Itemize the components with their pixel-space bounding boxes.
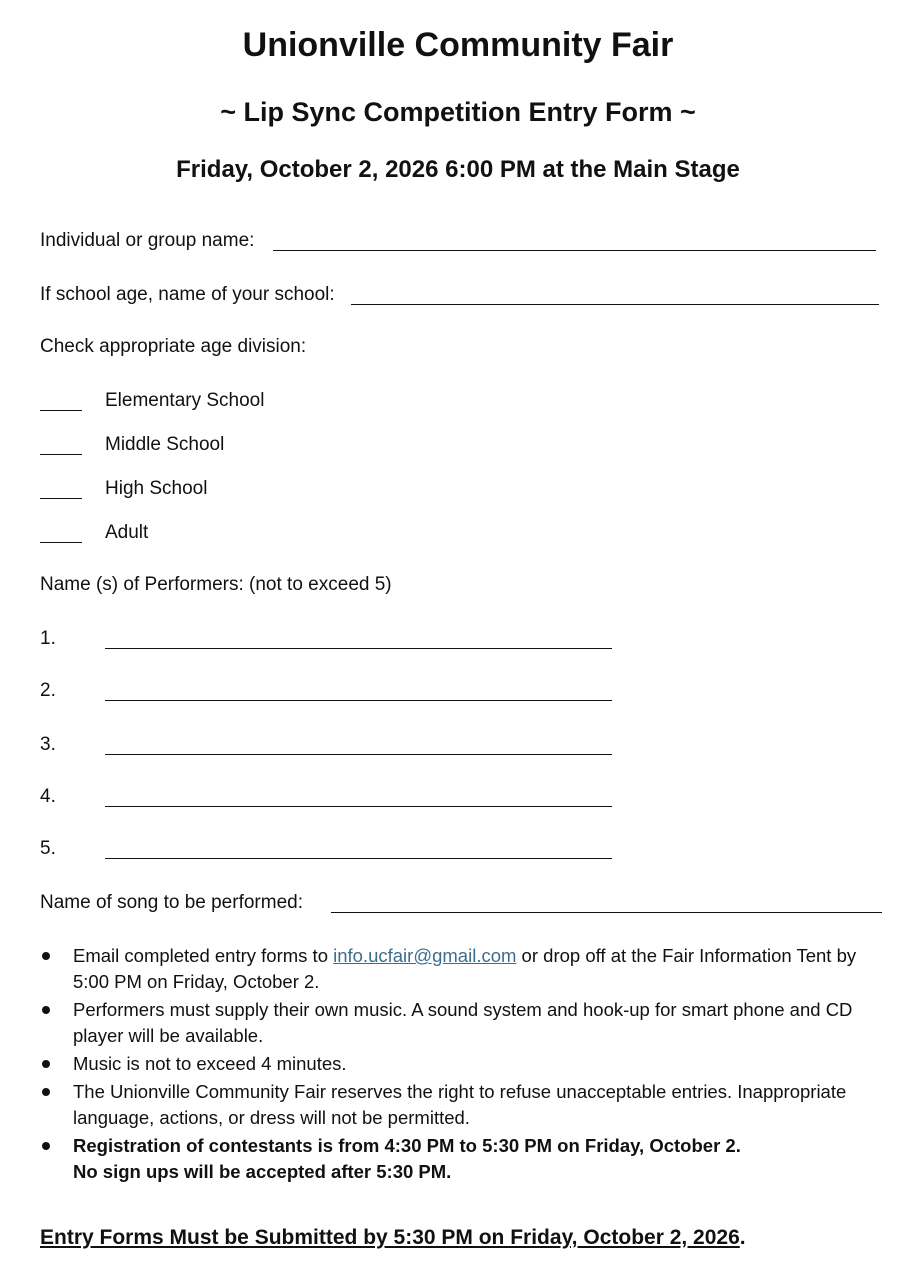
age-division-label: Check appropriate age division:	[40, 336, 307, 357]
age-division-elementary: Elementary School	[105, 390, 265, 411]
middle-school-checkbox-line[interactable]	[40, 454, 82, 455]
age-division-adult: Adult	[105, 522, 149, 543]
performer-4-field[interactable]	[105, 806, 612, 807]
performer-number-1: 1.	[40, 628, 56, 649]
school-field[interactable]	[351, 304, 879, 305]
performer-number-4: 4.	[40, 786, 56, 807]
adult-checkbox-line[interactable]	[40, 542, 82, 543]
instruction-email-prefix: Email completed entry forms to	[73, 945, 334, 966]
performer-number-3: 3.	[40, 734, 56, 755]
elementary-checkbox-line[interactable]	[40, 410, 82, 411]
instruction-email	[40, 943, 890, 995]
performer-2-field[interactable]	[105, 700, 612, 701]
submission-deadline	[40, 1226, 746, 1250]
email-link[interactable]: info.ucfair@gmail.com	[333, 945, 517, 966]
instruction-duration: Music is not to exceed 4 minutes.	[40, 1051, 890, 1077]
instructions-list	[40, 943, 890, 1187]
school-label: If school age, name of your school:	[40, 284, 335, 305]
performer-1-field[interactable]	[105, 648, 612, 649]
instruction-registration	[40, 1133, 890, 1185]
group-name-label: Individual or group name:	[40, 230, 255, 251]
instruction-music: Performers must supply their own music. A sound system and hook-up for smart phone and CD player will be available.	[40, 997, 890, 1049]
deadline-period: .	[739, 1226, 746, 1249]
instruction-email-suffix: or drop off at the Fair Information Tent by 5:00 PM on Friday, October 2.	[73, 945, 857, 992]
performer-number-2: 2.	[40, 680, 56, 701]
instruction-rights: The Unionville Community Fair reserves the right to refuse unacceptable entries. Inappropriate language, actions, or dress will not be permitted.	[40, 1079, 890, 1131]
age-division-high: High School	[105, 478, 208, 499]
event-date: Friday, October 2, 2026 6:00 PM at the Main Stage	[176, 156, 740, 183]
group-name-field[interactable]	[273, 250, 876, 251]
performer-number-5: 5.	[40, 838, 56, 859]
performers-label: Name (s) of Performers: (not to exceed 5)	[40, 574, 392, 595]
age-division-middle: Middle School	[105, 434, 225, 455]
registration-line-1: Registration of contestants is from 4:30 PM to 5:30 PM on Friday, October 2.	[73, 1135, 741, 1156]
song-field[interactable]	[331, 912, 882, 913]
form-subtitle: ~ Lip Sync Competition Entry Form ~	[220, 97, 696, 127]
deadline-text: Entry Forms Must be Submitted by 5:30 PM on Friday, October 2, 2026	[40, 1226, 740, 1249]
form-title: Unionville Community Fair	[242, 26, 674, 64]
song-label: Name of song to be performed:	[40, 892, 303, 913]
high-school-checkbox-line[interactable]	[40, 498, 82, 499]
performer-3-field[interactable]	[105, 754, 612, 755]
performer-5-field[interactable]	[105, 858, 612, 859]
registration-line-2: No sign ups will be accepted after 5:30 PM.	[73, 1161, 452, 1182]
